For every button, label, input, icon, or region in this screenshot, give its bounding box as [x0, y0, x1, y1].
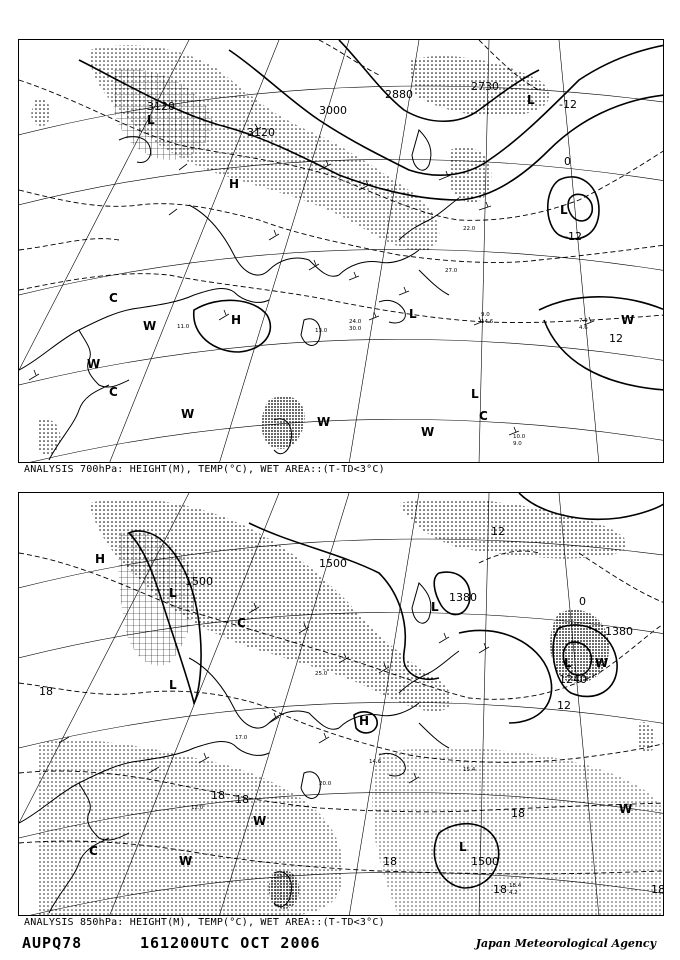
station-value: 14.6: [369, 759, 382, 765]
station-value: 20.0: [319, 781, 332, 787]
temp-label: -12: [564, 230, 582, 243]
cold-marker: C: [109, 291, 118, 305]
panel-caption-700hpa: ANALYSIS 700hPa: HEIGHT(M), TEMP(°C), WET AREA::(T-TD<3°C): [24, 464, 385, 475]
cold-marker: C: [479, 409, 488, 423]
station-value: 14.6: [481, 319, 494, 325]
height-label: 1240: [559, 673, 587, 686]
chart-id: AUPQ78: [22, 934, 83, 952]
warm-marker: W: [179, 854, 193, 868]
temp-labels: [559, 98, 623, 345]
high-marker: H: [359, 714, 370, 728]
low-marker: L: [560, 203, 568, 217]
height-label: 3120: [247, 126, 275, 139]
low-marker: L: [459, 840, 467, 854]
agency-name: Japan Meteorological Agency: [475, 937, 656, 950]
temp-label: 18: [383, 855, 397, 868]
cold-marker: C: [237, 616, 246, 630]
temp-label: 18: [493, 883, 507, 896]
height-label: 1380: [449, 591, 477, 604]
cold-marker: C: [89, 844, 98, 858]
station-value: 11.0: [177, 324, 190, 330]
warm-marker: W: [595, 656, 609, 670]
station-value: 12.0: [191, 805, 204, 811]
warm-marker: W: [143, 319, 157, 333]
height-label: 2880: [385, 88, 413, 101]
warm-marker: W: [181, 407, 195, 421]
station-value: 10.0: [513, 434, 526, 440]
low-marker: L: [147, 113, 155, 127]
height-label: 1500: [471, 855, 499, 868]
station-value: 24.0: [349, 319, 362, 325]
high-marker: H: [231, 313, 242, 327]
high-marker: H: [95, 552, 106, 566]
height-label: 3120: [147, 100, 175, 113]
temp-label: 18: [211, 789, 225, 802]
station-value: 22.0: [463, 226, 476, 232]
temp-label: 18: [39, 685, 53, 698]
cold-marker: C: [109, 385, 118, 399]
low-marker: L: [471, 387, 479, 401]
low-marker: L: [431, 600, 439, 614]
height-label: 2730: [471, 80, 499, 93]
warm-marker: W: [317, 415, 331, 429]
map-panel-700hpa: [18, 39, 664, 463]
low-marker: L: [564, 656, 572, 670]
temp-label: 12: [491, 525, 505, 538]
map-panel-850hpa: [18, 492, 664, 916]
temp-label: -12: [559, 98, 577, 111]
temp-label: 18: [235, 793, 249, 806]
warm-marker: W: [253, 814, 267, 828]
temp-label: 18: [651, 883, 665, 896]
height-label: 1380: [605, 625, 633, 638]
low-marker: L: [169, 678, 177, 692]
panel-caption-850hpa: ANALYSIS 850hPa: HEIGHT(M), TEMP(°C), WET AREA::(T-TD<3°C): [24, 917, 385, 928]
analysis-timestamp: 161200UTC OCT 2006: [140, 934, 321, 952]
weather-map-700hpa: [19, 40, 664, 463]
station-value: 27.0: [445, 268, 458, 274]
station-value: 4.6: [579, 325, 588, 331]
temp-label: 12: [609, 332, 623, 345]
height-label: 3000: [319, 104, 347, 117]
station-value: 7.9: [579, 318, 588, 324]
station-value: 9.0: [481, 312, 490, 318]
warm-marker: W: [619, 802, 633, 816]
warm-marker: W: [621, 313, 635, 327]
station-value: 15.4: [463, 767, 476, 773]
height-label: 1500: [185, 575, 213, 588]
warm-marker: W: [87, 357, 101, 371]
station-value: 17.0: [235, 735, 248, 741]
low-marker: L: [527, 93, 535, 107]
station-value: 4.2: [509, 890, 518, 896]
warm-marker: W: [421, 425, 435, 439]
high-marker: H: [229, 177, 240, 191]
station-value: 30.0: [349, 326, 362, 332]
low-marker: L: [169, 586, 177, 600]
temp-label: 18: [511, 807, 525, 820]
station-value: 9.0: [513, 441, 522, 447]
low-marker: L: [409, 307, 417, 321]
temp-label: 0: [564, 155, 571, 168]
station-value: 25.0: [315, 671, 328, 677]
station-value: 18.4: [509, 883, 522, 889]
weather-map-850hpa: [19, 493, 664, 916]
temp-label: 0: [579, 595, 586, 608]
station-value: 13.0: [315, 328, 328, 334]
height-label: 1500: [319, 557, 347, 570]
temp-label: 12: [557, 699, 571, 712]
